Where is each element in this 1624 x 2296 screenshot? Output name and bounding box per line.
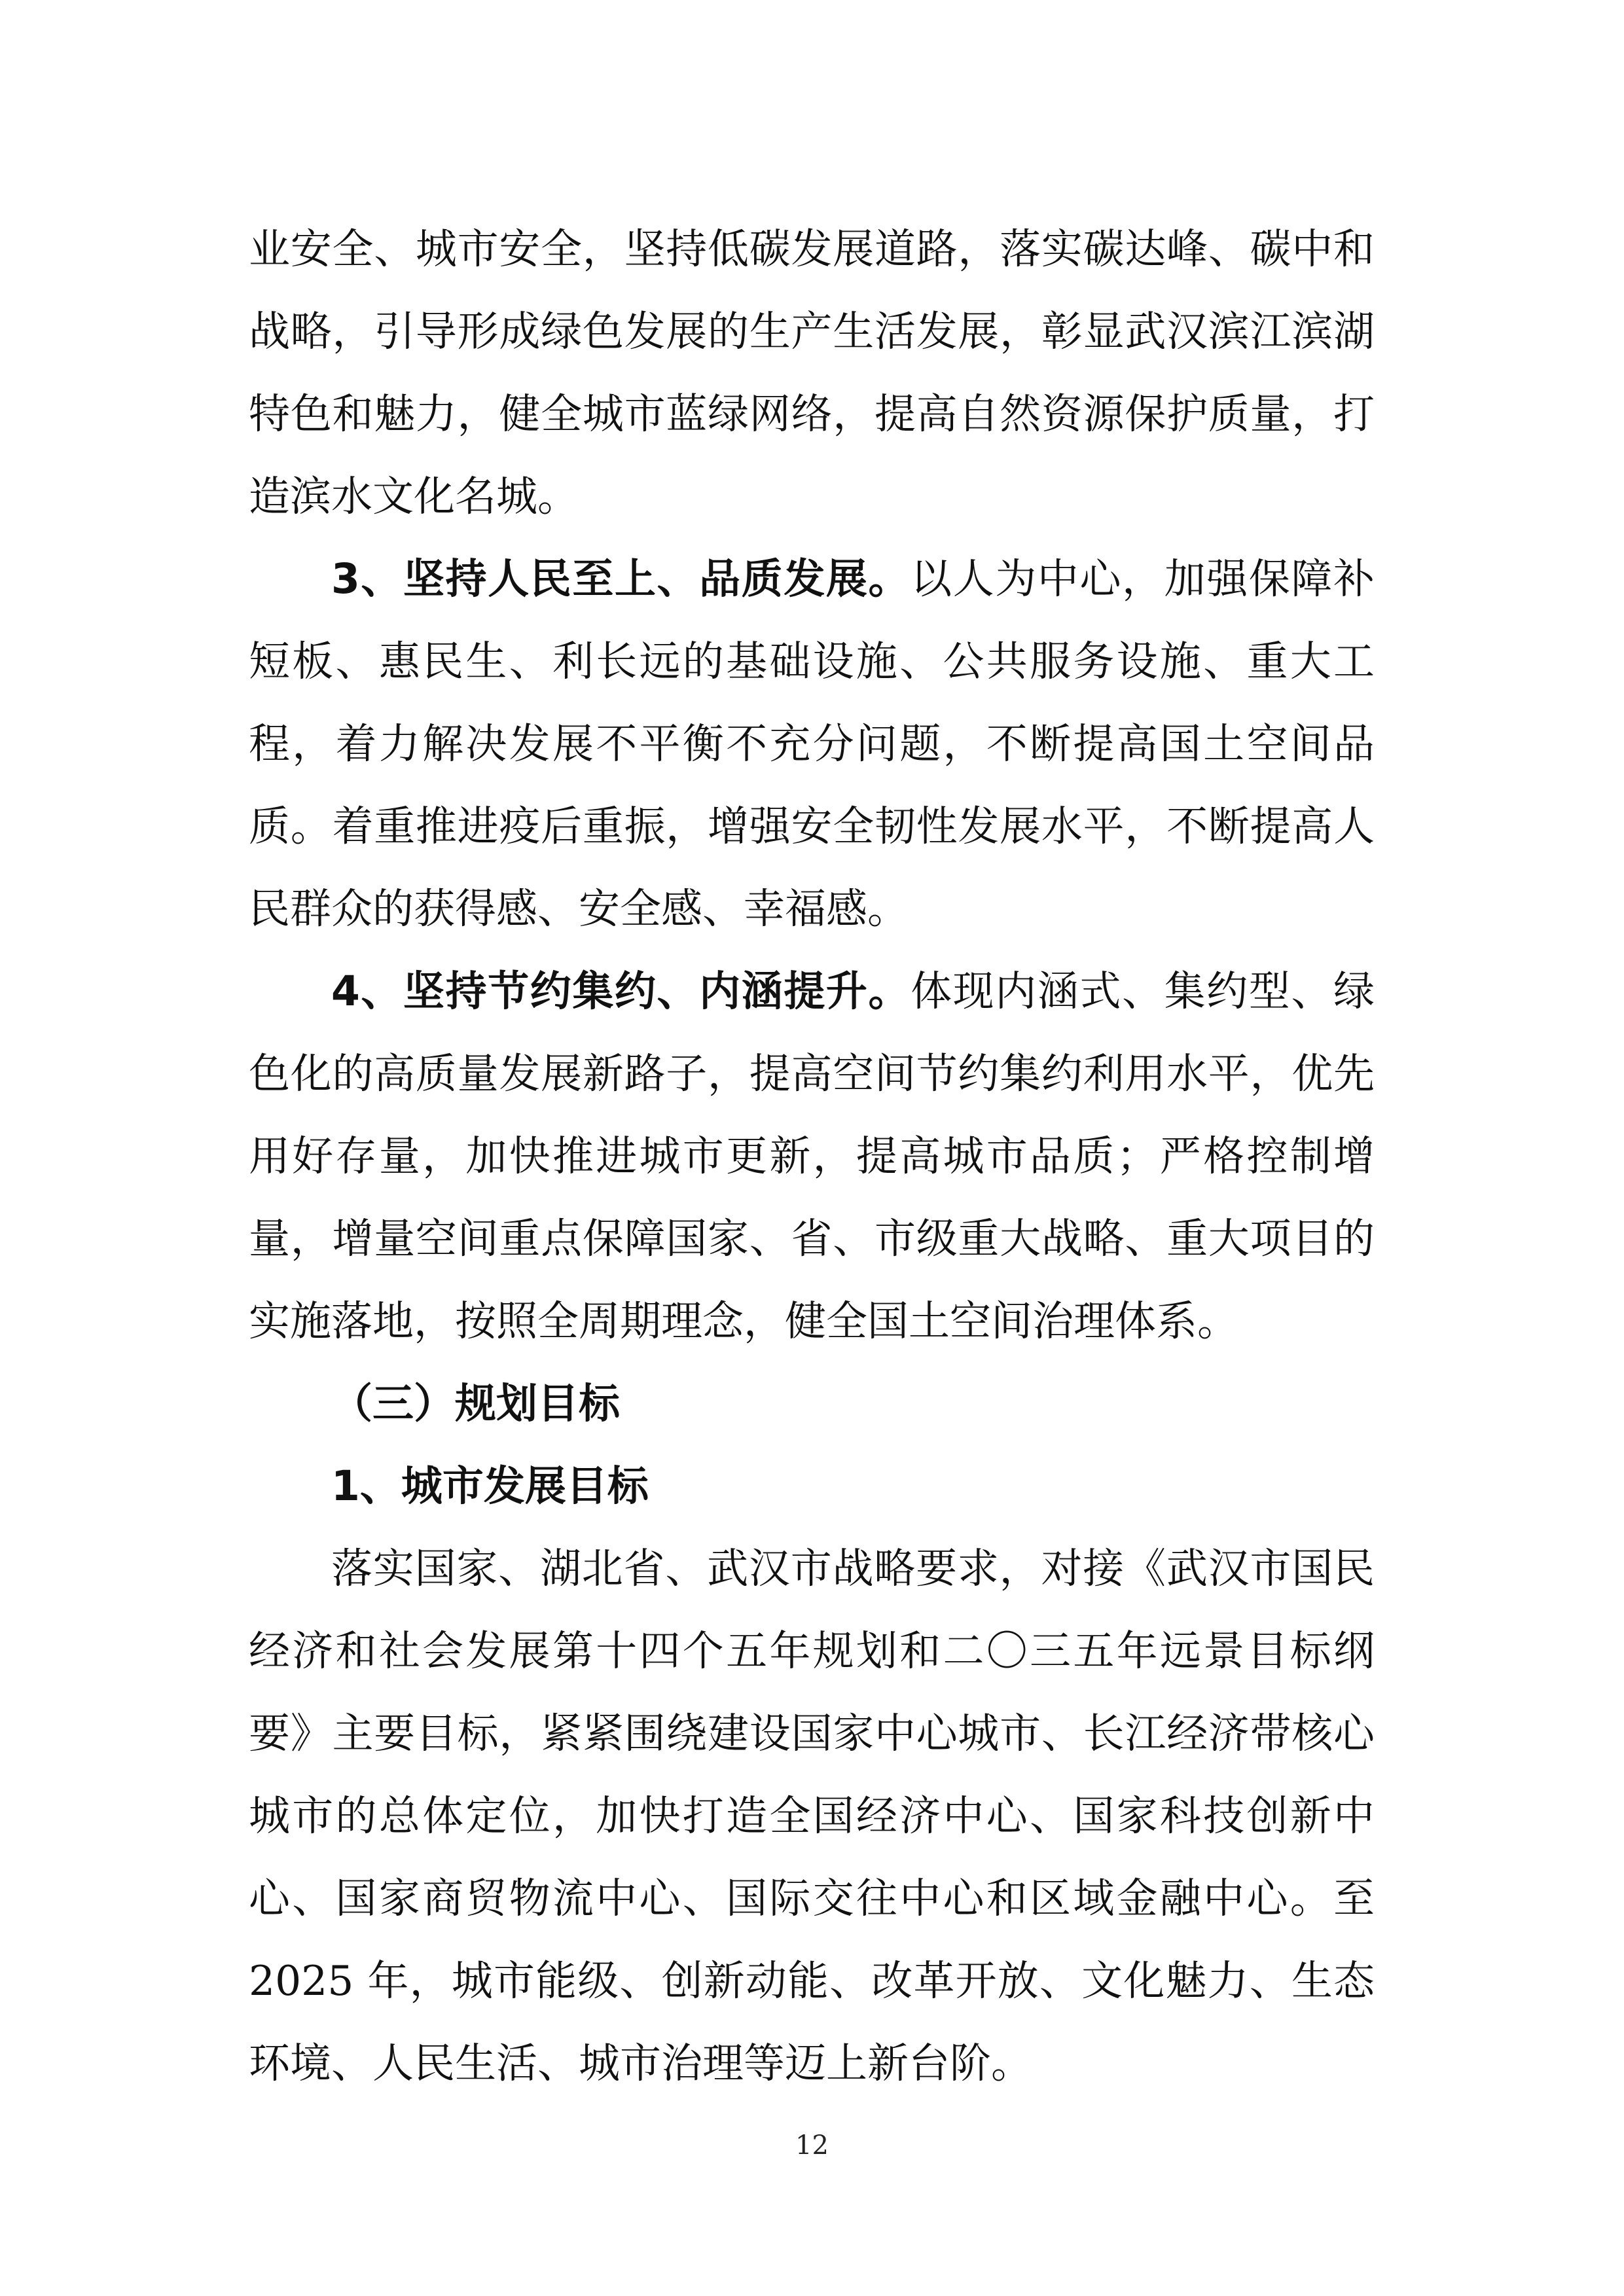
paragraph-city-goal: 落实国家、湖北省、武汉市战略要求，对接《武汉市国民经济和社会发展第十四个五年规划和二〇三五年远景目标纲要》主要目标，紧紧围绕建设国家中心城市、长江经济带核心城市的总体定位，加快打造全国经济中心、国家科技创新中心、国家商贸物流中心、国际交往中心和区域金融中心。至 2025 年，城市能级、创新动能、改革开放、文化魅力、生态环境、人民生活、城市治理等迈上新台阶。 <box>249 1545 1375 2087</box>
sub-heading: 1、城市发展目标 <box>331 1462 649 1510</box>
principle-3-body: 以人为中心，加强保障补短板、惠民生、利长远的基础设施、公共服务设施、重大工程，着力解决发展不平衡不充分问题，不断提高国土空间品质。着重推进疫后重振，增强安全韧性发展水平，不断提高人民群众的获得感、安全感、幸福感。 <box>249 555 1375 933</box>
page-number: 12 <box>795 2130 829 2161</box>
principle-4-lead: 4、坚持节约集约、内涵提升。 <box>331 967 911 1015</box>
paragraph-principle-4 <box>249 950 1375 1363</box>
paragraph-principle-3 <box>249 538 1375 950</box>
principle-3-lead: 3、坚持人民至上、品质发展。 <box>331 555 911 603</box>
principle-4-body: 体现内涵式、集约型、绿色化的高质量发展新路子，提高空间节约集约利用水平，优先用好存量，加快推进城市更新，提高城市品质；严格控制增量，增量空间重点保障国家、省、市级重大战略、重大项目的实施落地，按照全周期理念，健全国土空间治理体系。 <box>249 967 1375 1345</box>
section-heading: （三）规划目标 <box>331 1380 620 1427</box>
body-text <box>249 208 1375 2105</box>
paragraph-continuation: 业安全、城市安全，坚持低碳发展道路，落实碳达峰、碳中和战略，引导形成绿色发展的生产生活发展，彰显武汉滨江滨湖特色和魅力，健全城市蓝绿网络，提高自然资源保护质量，打造滨水文化名城。 <box>249 225 1375 520</box>
